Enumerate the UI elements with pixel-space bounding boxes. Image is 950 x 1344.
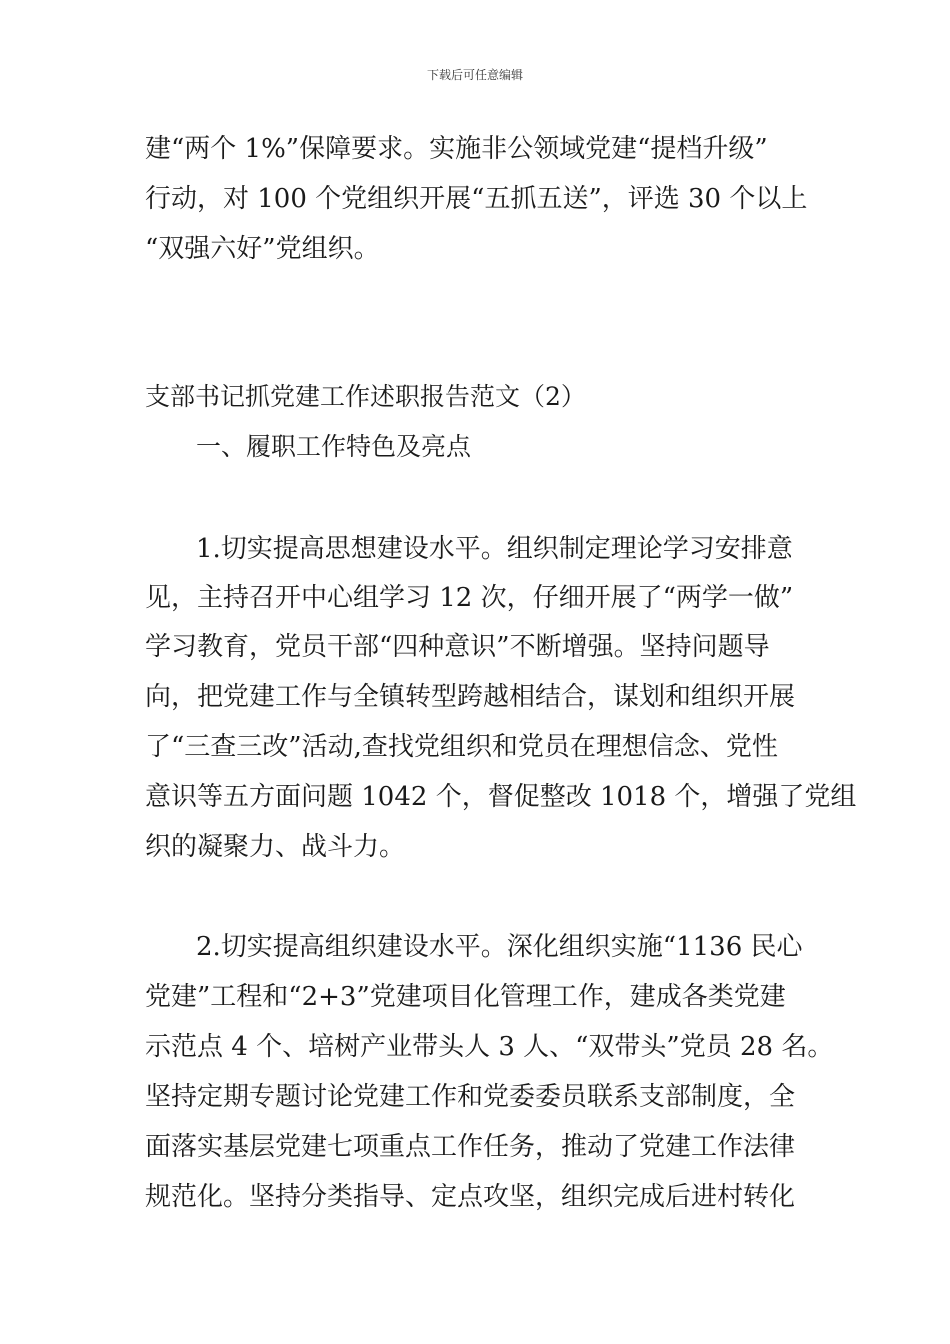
- paragraph-start: 1.切实提高思想建设水平。组织制定理论学习安排意: [196, 534, 793, 564]
- text-line: 织的凝聚力、战斗力。: [145, 832, 406, 862]
- text-line: 建“两个 1%”保障要求。实施非公领域党建“提档升级”: [145, 134, 768, 164]
- text-line: 行动，对 100 个党组织开展“五抓五送”，评选 30 个以上: [145, 184, 808, 214]
- text-line: 向，把党建工作与全镇转型跨越相结合，谋划和组织开展: [145, 682, 796, 712]
- text-line: 坚持定期专题讨论党建工作和党委委员联系支部制度，全: [145, 1082, 796, 1112]
- text-line: 学习教育，党员干部“四种意识”不断增强。坚持问题导: [145, 632, 770, 662]
- text-line: 见，主持召开中心组学习 12 次，仔细开展了“两学一做”: [145, 583, 794, 613]
- page-header: 下载后可任意编辑: [426, 68, 523, 82]
- text-line: 面落实基层党建七项重点工作任务，推动了党建工作法律: [145, 1132, 796, 1162]
- paragraph-start: 2.切实提高组织建设水平。深化组织实施“1136 民心: [196, 932, 803, 962]
- text-line: 党建”工程和“2+3”党建项目化管理工作，建成各类党建: [145, 982, 786, 1012]
- text-line: 示范点 4 个、培树产业带头人 3 人、“双带头”党员 28 名。: [145, 1032, 834, 1062]
- subsection-heading: 一、履职工作特色及亮点: [196, 432, 472, 461]
- section-title: 支部书记抓党建工作述职报告范文（2）: [145, 382, 586, 411]
- text-line: 了“三查三改”活动,查找党组织和党员在理想信念、党性: [145, 732, 778, 762]
- text-line: “双强六好”党组织。: [145, 234, 380, 264]
- text-line: 规范化。坚持分类指导、定点攻坚，组织完成后进村转化: [145, 1182, 796, 1212]
- text-line: 意识等五方面问题 1042 个，督促整改 1018 个，增强了党组: [145, 782, 857, 812]
